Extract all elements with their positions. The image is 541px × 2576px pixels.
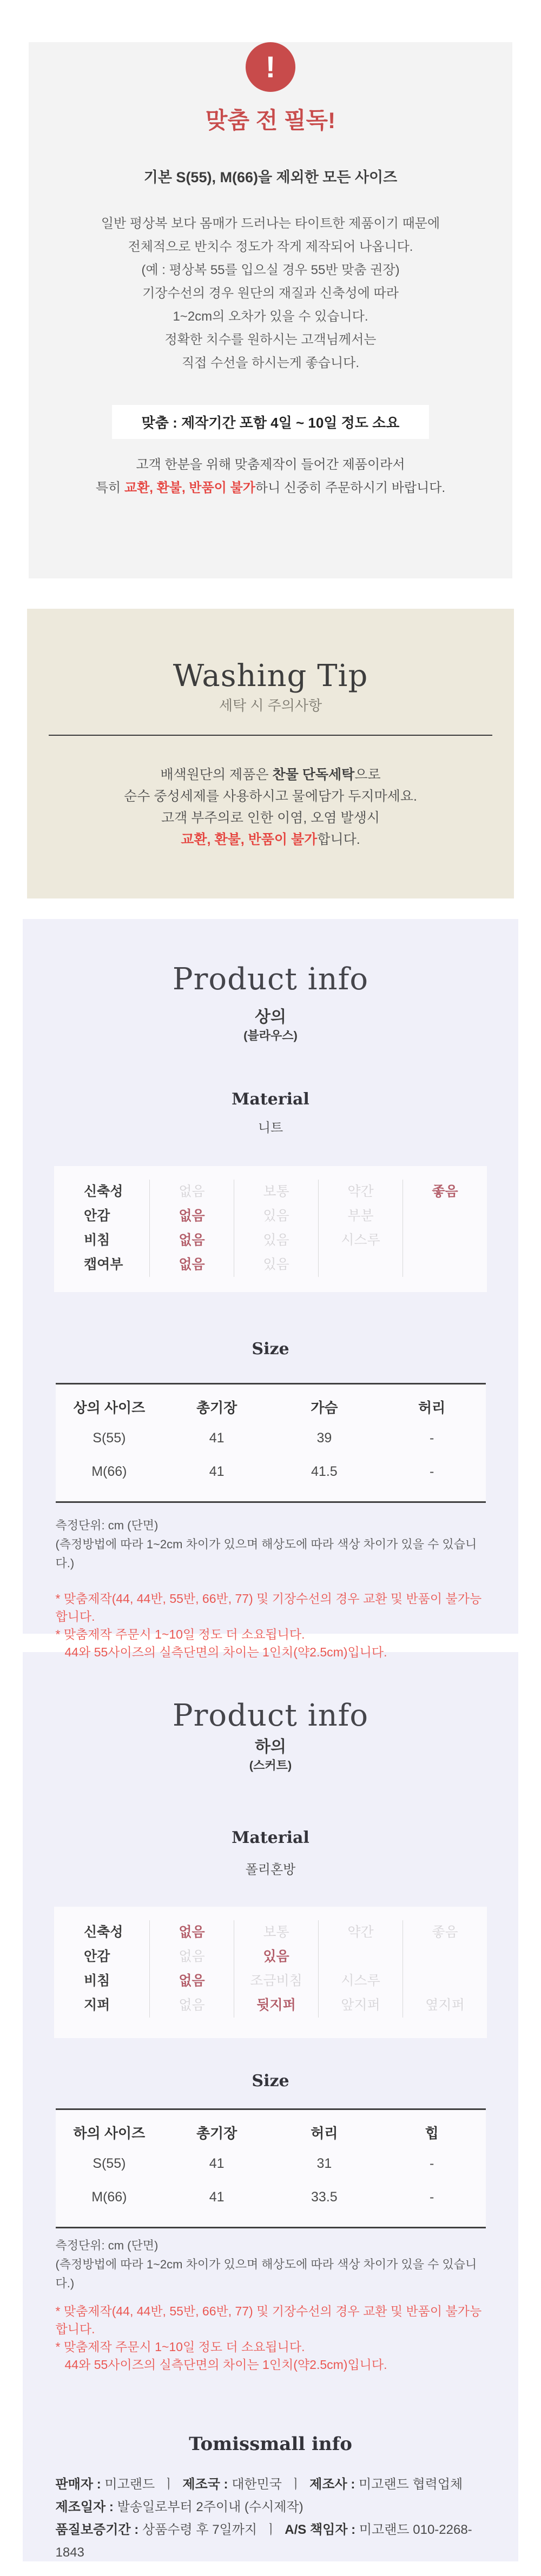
size-table-row	[56, 2180, 486, 2214]
spec-cell	[403, 1228, 487, 1253]
size-col-header: 허리	[418, 1400, 446, 1416]
spec-cell	[318, 1945, 403, 1969]
size-cell: M(66)	[91, 2189, 127, 2205]
spec-cell: 약간	[318, 1180, 403, 1204]
spec-cell: 시스루	[318, 1969, 403, 1993]
spec-row-stretch	[54, 1180, 487, 1204]
spec-cell: 없음	[149, 1253, 234, 1277]
measure-note-line: (측정방법에 따라 1~2cm 차이가 있으며 해상도에 따라 색상 차이가 있을 수 있습니다.)	[55, 2258, 477, 2290]
size-cell: M(66)	[91, 1464, 127, 1479]
spec-row-cap	[54, 1253, 487, 1277]
spec-cell: 옆지퍼	[403, 1993, 487, 2018]
spec-cell: 좋음	[403, 1180, 487, 1204]
product-name-top: 상의	[255, 1008, 286, 1026]
seller-label: 판매자 :	[55, 2477, 105, 2492]
size-table-bottom	[56, 2108, 486, 2228]
spec-label: 비침	[84, 1973, 110, 1988]
spec-label: 신축성	[84, 1184, 123, 1199]
as-manager-value: 미고랜드 010-2268-1843	[55, 2522, 472, 2560]
size-cell: 41	[209, 1430, 225, 1446]
notice-subtitle: 기본 S(55), M(66)을 제외한 모든 사이즈	[143, 169, 398, 185]
spec-cell	[403, 1204, 487, 1228]
size-col-header: 허리	[311, 2125, 338, 2141]
custom-order-warnings	[56, 1590, 486, 1661]
notice-line: 전체적으로 반치수 정도가 작게 제작되어 나옵니다.	[128, 239, 413, 254]
size-cell: -	[429, 2156, 434, 2171]
washing-line: 순수 중성세제를 사용하시고 물에담가 두지마세요.	[124, 789, 417, 804]
spec-row-stretch	[54, 1920, 487, 1945]
spec-cell: 없음	[149, 1180, 234, 1204]
product-info-bottom-card	[23, 1652, 518, 2561]
measure-notes	[56, 1516, 486, 1573]
size-col-header: 가슴	[311, 1400, 338, 1416]
washing-instructions	[27, 764, 514, 850]
washing-text: 으로	[354, 767, 381, 782]
spec-label: 지퍼	[84, 1998, 110, 2013]
spec-cell: 좋음	[403, 1920, 487, 1945]
manufacture-date-value: 발송일로부터 2주이내 (수시제작)	[117, 2500, 304, 2514]
size-cell: 39	[316, 1430, 332, 1446]
spec-row-zipper	[54, 1993, 487, 2018]
spec-cell: 앞지퍼	[318, 1993, 403, 2018]
washing-tip-title: Washing Tip	[173, 658, 368, 694]
measure-note-line: 측정단위: cm (단면)	[55, 2239, 159, 2252]
spec-cell: 있음	[234, 1228, 318, 1253]
cold-wash-emphasis: 찬물 단독세탁	[272, 767, 355, 782]
spec-row-lining	[54, 1945, 487, 1969]
shop-info-line-seller	[56, 2473, 486, 2496]
material-heading: Material	[232, 1090, 309, 1109]
product-info-heading: Product info	[172, 962, 369, 997]
notice-title: 맞춤 전 필독!	[205, 108, 336, 133]
washing-tip-subtitle: 세탁 시 주의사항	[219, 697, 322, 714]
custom-order-warnings	[56, 2302, 486, 2374]
as-manager-label: A/S 책임자 :	[285, 2522, 359, 2537]
seller-value: 미고랜드	[104, 2477, 155, 2492]
notice-footer-text: 하니 신중히 주문하시기 바랍니다.	[255, 481, 446, 495]
notice-footer-line: 고객 한분을 위해 맞춤제작이 들어간 제품이라서	[136, 457, 405, 472]
separator: ㅣ	[265, 2522, 278, 2537]
size-col-header: 총기장	[196, 2125, 237, 2141]
notice-line: 직접 수선을 하시는게 좋습니다.	[181, 356, 360, 370]
size-cell: S(55)	[93, 2156, 126, 2171]
spec-label: 안감	[84, 1208, 110, 1223]
washing-text: 합니다.	[317, 832, 360, 847]
shop-info-line-date	[56, 2496, 486, 2519]
spec-cell	[403, 1969, 487, 1993]
notice-line: 기장수선의 경우 원단의 재질과 신축성에 따라	[142, 286, 399, 301]
washing-line	[27, 829, 514, 850]
measure-note-line: 측정단위: cm (단면)	[55, 1519, 159, 1532]
country-value: 대한민국	[232, 2477, 282, 2492]
spec-row-sheerness	[54, 1228, 487, 1253]
spec-cell: 조금비침	[234, 1969, 318, 1993]
spec-table-bottom	[54, 1907, 487, 2038]
notice-paragraph	[29, 212, 512, 375]
warranty-label: 품질보증기간 :	[55, 2522, 142, 2537]
spec-row-lining	[54, 1204, 487, 1228]
size-col-header: 상의 사이즈	[73, 1400, 146, 1416]
notice-line: 일반 평상복 보다 몸매가 드러나는 타이트한 제품이기 때문에	[101, 216, 440, 231]
size-cell: 31	[316, 2156, 332, 2171]
spec-cell: 약간	[318, 1920, 403, 1945]
spec-label: 캡여부	[84, 1257, 123, 1272]
spec-cell: 없음	[149, 1920, 234, 1945]
product-name-bottom-sub: (스커트)	[249, 1759, 292, 1772]
warning-line: * 맞춤제작(44, 44반, 55반, 66반, 77) 및 기장수선의 경우 교환 및 반품이 불가능합니다.	[55, 1592, 482, 1623]
manufacturer-label: 제조사 :	[309, 2477, 359, 2492]
size-cell: -	[429, 2189, 434, 2205]
size-cell: -	[429, 1464, 434, 1479]
spec-cell: 없음	[149, 1969, 234, 1993]
no-refund-warning: 교환, 환불, 반품이 불가	[181, 832, 318, 847]
material-heading: Material	[232, 1828, 309, 1847]
shop-info-line-warranty	[56, 2519, 486, 2564]
warning-line: 44와 55사이즈의 실측단면의 차이는 1인치(약2.5cm)입니다.	[64, 2358, 387, 2372]
warning-line: * 맞춤제작 주문시 1~10일 정도 더 소요됩니다.	[55, 1627, 305, 1641]
material-value-bottom: 폴리혼방	[245, 1862, 296, 1877]
warning-line: * 맞춤제작(44, 44반, 55반, 66반, 77) 및 기장수선의 경우 교환 및 반품이 불가능합니다.	[55, 2304, 482, 2336]
washing-text: 배색원단의 제품은	[160, 767, 273, 782]
spec-cell: 없음	[149, 1204, 234, 1228]
shop-info	[56, 2473, 486, 2564]
size-col-header: 힙	[425, 2125, 439, 2141]
divider	[49, 735, 492, 736]
product-detail-page	[0, 42, 541, 2561]
size-heading: Size	[252, 2072, 289, 2091]
size-cell: S(55)	[93, 1430, 126, 1446]
spec-cell	[318, 1253, 403, 1277]
notice-line: (예 : 평상복 55를 입으실 경우 55반 맞춤 권장)	[141, 263, 400, 277]
size-table-row	[56, 1455, 486, 1488]
warranty-value: 상품수령 후 7일까지	[142, 2522, 258, 2537]
spec-cell: 있음	[234, 1253, 318, 1277]
measure-notes	[56, 2236, 486, 2293]
size-heading: Size	[252, 1340, 289, 1359]
product-name-bottom: 하의	[255, 1738, 286, 1756]
production-period-badge: 맞춤 : 제작기간 포함 4일 ~ 10일 정도 소요	[112, 405, 430, 439]
product-info-top-card	[23, 919, 518, 1659]
material-value-top: 니트	[258, 1121, 283, 1135]
alert-exclamation-icon	[246, 42, 295, 92]
spec-cell: 뒷지퍼	[234, 1993, 318, 2018]
size-table-top	[56, 1383, 486, 1503]
custom-notice-card	[29, 42, 512, 578]
notice-footer-text: 특히	[95, 481, 124, 495]
size-cell: -	[429, 1430, 434, 1446]
size-col-header: 하의 사이즈	[73, 2125, 146, 2141]
size-cell: 41.5	[311, 1464, 338, 1479]
size-table-row	[56, 2147, 486, 2180]
notice-footer-line	[29, 476, 512, 500]
notice-line: 1~2cm의 오차가 있을 수 있습니다.	[173, 309, 368, 324]
spec-cell: 보통	[234, 1180, 318, 1204]
spec-cell: 시스루	[318, 1228, 403, 1253]
spec-cell	[403, 1945, 487, 1969]
washing-line	[27, 764, 514, 786]
size-table-row	[56, 1421, 486, 1455]
shop-info-heading: Tomissmall info	[189, 2433, 352, 2455]
washing-tip-card	[27, 609, 514, 898]
no-refund-warning: 교환, 환불, 반품이 불가	[124, 481, 255, 495]
product-name-top-sub: (블라우스)	[243, 1029, 298, 1042]
spec-cell: 보통	[234, 1920, 318, 1945]
size-table-header	[56, 2120, 486, 2147]
spec-row-sheerness	[54, 1969, 487, 1993]
spec-label: 비침	[84, 1233, 110, 1248]
manufacture-date-label: 제조일자 :	[55, 2500, 117, 2514]
size-col-header: 총기장	[196, 1400, 237, 1416]
alert-exclamation-glyph: !	[265, 50, 276, 84]
separator: ㅣ	[162, 2477, 175, 2492]
spec-cell: 있음	[234, 1204, 318, 1228]
spec-label: 안감	[84, 1949, 110, 1964]
size-cell: 41	[209, 1464, 225, 1479]
size-cell: 33.5	[311, 2189, 338, 2205]
warning-line: 44와 55사이즈의 실측단면의 차이는 1인치(약2.5cm)입니다.	[64, 1645, 387, 1659]
manufacturer-value: 미고랜드 협력업체	[359, 2477, 463, 2492]
size-table-header	[56, 1394, 486, 1421]
measure-note-line: (측정방법에 따라 1~2cm 차이가 있으며 해상도에 따라 색상 차이가 있을 수 있습니다.)	[55, 1537, 477, 1570]
spec-cell: 있음	[234, 1945, 318, 1969]
notice-line: 정확한 치수를 원하시는 고객님께서는	[164, 332, 377, 347]
spec-cell: 없음	[149, 1945, 234, 1969]
warning-line: * 맞춤제작 주문시 1~10일 정도 더 소요됩니다.	[55, 2340, 305, 2354]
country-label: 제조국 :	[182, 2477, 232, 2492]
spec-cell: 부분	[318, 1204, 403, 1228]
size-cell: 41	[209, 2156, 225, 2171]
product-info-heading: Product info	[172, 1698, 369, 1733]
spec-table-top	[54, 1166, 487, 1292]
size-cell: 41	[209, 2189, 225, 2205]
separator: ㅣ	[289, 2477, 302, 2492]
spec-cell: 없음	[149, 1993, 234, 2018]
spec-cell	[403, 1253, 487, 1277]
spec-cell: 없음	[149, 1228, 234, 1253]
notice-footer	[29, 453, 512, 500]
washing-line: 고객 부주의로 인한 이염, 오염 발생시	[161, 810, 380, 826]
spec-label: 신축성	[84, 1925, 123, 1940]
